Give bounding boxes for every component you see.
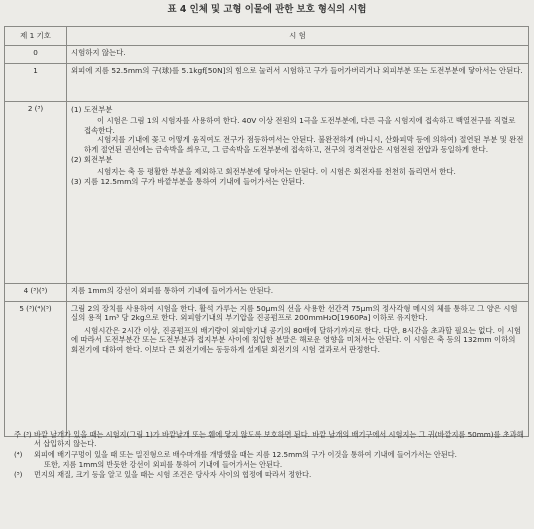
test-text: (3) 지름 12.5mm의 구가 바깥부분을 통하여 기내에 들어가서는 안된다.: [71, 177, 305, 187]
table-title: 표 4 인체 및 고형 이물에 관한 보호 형식의 시험: [167, 4, 367, 15]
test-text: 시험시간은 2시간 이상, 진공펌프의 배기량이 외피함기내 공기의 80배에 달하기까지로 한다. 다만, 8시간을 초과할 필요는 없다. 이 시험에 따라서 도전부분간 또는 도전부분과 접지부분 사이에 침입한 분말은 해로운 영향을 미쳐서는 안된다. 이 시험은 축 등의 132mm 이하의 회전기에 대하여 한다. 이보다 큰 회전기에는 동등하게 설계된 회전기의 시험 결과로서 판정한다.: [71, 325, 522, 354]
test-text: 그림 2의 장치를 사용하여 시험을 한다. 활석 가루는 지름 50μm의 선을 사용한 선간격 75μm의 정사각형 메시의 체를 통하고 그 양은 시험실의 용적 1m³ 당 2kg으로 한다. 외피함기내의 부기압을 진공펌프로 200mmH₂O[1960Pa] 이하로 유지한다.: [71, 304, 518, 323]
table-row: [5, 284, 529, 302]
subheading-rotating: (2) 회전부분: [71, 155, 113, 165]
table-header-row: [5, 27, 529, 46]
row-test: [67, 284, 529, 302]
table-row: [5, 46, 529, 64]
header-code: 제 1 기호: [5, 27, 67, 46]
footnote: [14, 460, 526, 469]
row-code: 4 (³)(⁵): [5, 284, 67, 302]
footnote-label: [14, 460, 34, 469]
footnote-text: 먼지의 재질, 크기 등을 알고 있을 때는 시험 조건은 당사자 사이의 협정에 따라서 정한다.: [34, 470, 312, 480]
row-test: [67, 46, 529, 64]
row-test: [67, 102, 529, 284]
footnote-label: (⁴): [14, 449, 23, 459]
subheading-conductive: (1) 도전부분: [71, 105, 113, 114]
row-code: 2 (³): [5, 102, 67, 284]
row-code: 0: [5, 46, 67, 64]
footnote-label: (⁵): [14, 470, 23, 480]
footnote-text: 외피에 배기구멍이 있을 때 또는 밀진형으로 배수마개를 개방했을 때는 지름 12.5mm의 구가 이것을 통하여 기내에 들어가서는 안된다.: [34, 449, 457, 459]
table-row: [5, 302, 529, 437]
table-row: [5, 64, 529, 102]
table-row: [5, 102, 529, 284]
test-text: 지름 1mm의 강선이 외피를 통하여 기내에 들어가서는 안된다.: [71, 286, 274, 295]
footnote: [14, 450, 526, 459]
row-test: [67, 64, 529, 102]
footnote-label: 주 (³): [14, 430, 32, 439]
row-code: 1: [5, 64, 67, 102]
footnotes: [14, 430, 526, 481]
test-text: 시험지는 축 등 평활한 부분을 제외하고 회전부분에 닿아서는 안된다. 이 시험은 회전자를 천천히 돌리면서 한다.: [97, 166, 456, 176]
test-text: 외피에 지름 52.5mm의 구(球)를 5.1kgf[50N]의 힘으로 눌러서 시험하고 구가 들어가버리거나 외피부분 또는 도전부분에 닿아서는 안된다.: [71, 66, 523, 75]
protection-test-table: [4, 26, 529, 437]
footnote: [14, 470, 526, 479]
row-test: [67, 302, 529, 437]
header-test: 시 험: [67, 27, 529, 46]
test-text: 시험지를 기내에 꽂고 어떻게 움직여도 전구가 점등하여서는 안된다. 불완전하게 (바니시, 산화피막 등에 의하여) 절연된 부분 및 완전하게 절연된 권선에는 금속박을 씌우고, 그 금속박을 도전부분에 접속하고, 전구의 정격전압은 시험전원 전압과 동일하게 한다.: [84, 135, 524, 154]
test-text: 이 시험은 그림 1의 시험자를 사용하여 한다. 40V 이상 전원의 1극을 도전부분에, 다른 극을 시험지에 접속하고 백열전구를 직렬로 접속한다.: [84, 116, 516, 135]
footnote-text: 바깥 날개가 있을 때는 시험지(그림 1)가 바깥날개 또는 휀에 닿지 않도록 보호하면 된다. 바깥 날개의 배기구에서 시험지는 그 귀(바깥지름 50mm)를 초과해서 삽입하지 않는다.: [34, 430, 524, 449]
row-code: 5 (³)(⁴)(⁵): [5, 302, 67, 437]
test-text: 시험하지 않는다.: [71, 48, 126, 57]
footnote: [14, 430, 526, 449]
footnote-text: 또한, 지름 1mm의 반듯한 강선이 외피를 통하여 기내에 들어가서는 안된다.: [44, 460, 283, 470]
